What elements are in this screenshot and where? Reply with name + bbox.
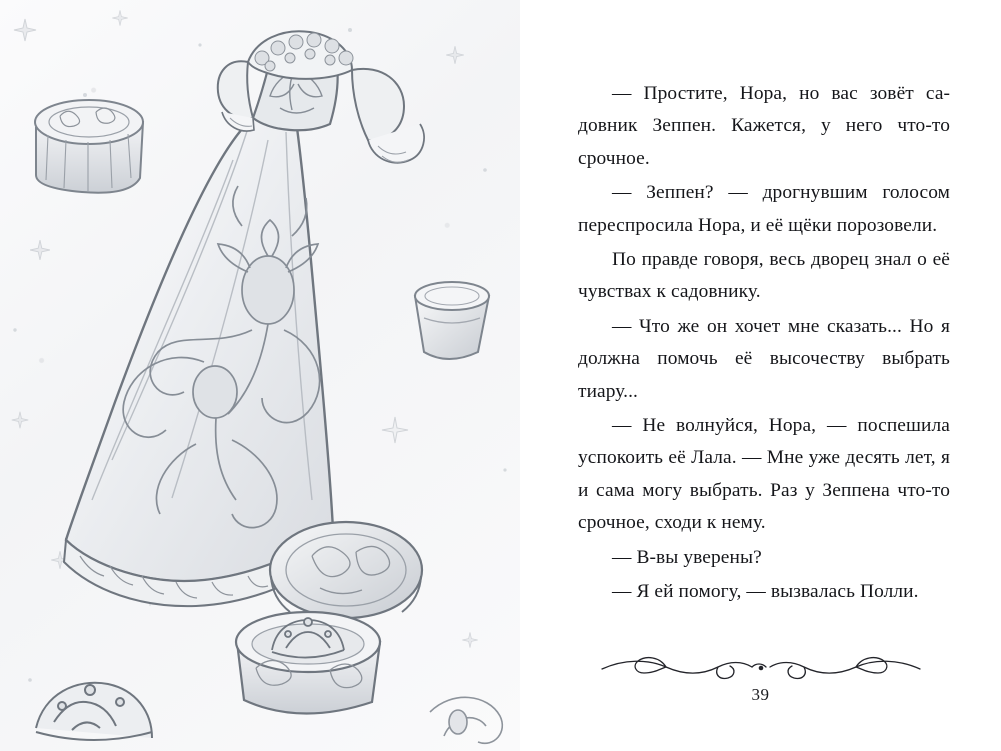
jewelry-box-open [236, 612, 380, 714]
tiara-bottom-left [36, 683, 152, 740]
hat-box-top-left [35, 100, 143, 193]
paragraph-7: — Я ей помогу, — вызвалась Полли. [612, 581, 919, 603]
page-footer [520, 653, 1001, 705]
jewelry-box-lid [270, 522, 422, 618]
page-number: 39 [751, 685, 770, 704]
paragraph-4: — Что же он хочет мне сказать... Но я должна помочь её высочеству выбрать тиару... [578, 315, 950, 402]
paragraph-2: — Зеппен? — дрогнувшим голосом переспросила Нора, и её щёки порозовели. [578, 182, 950, 236]
paragraph-6: — В-вы уверены? [612, 546, 762, 568]
paragraph-3: По правде говоря, весь дворец знал о её чувствах к садовнику. [578, 249, 950, 303]
paragraph-5: — Не волнуйся, Нора, — поспешила успокоить её Лала. — Мне уже десять лет, я и сама могу выбрать. Раз у Зеппена что-то срочное, сходи к нему. [578, 415, 950, 534]
right-page-text [520, 0, 1001, 751]
body-text [578, 78, 950, 609]
floral-divider-ornament [596, 653, 926, 683]
bowl-right [415, 282, 489, 359]
corner-floral-ornament [430, 697, 502, 743]
paragraph-1: — Простите, Нора, но вас зовёт садовник Зеппен. Кажется, у него что-то срочное. [578, 83, 950, 169]
